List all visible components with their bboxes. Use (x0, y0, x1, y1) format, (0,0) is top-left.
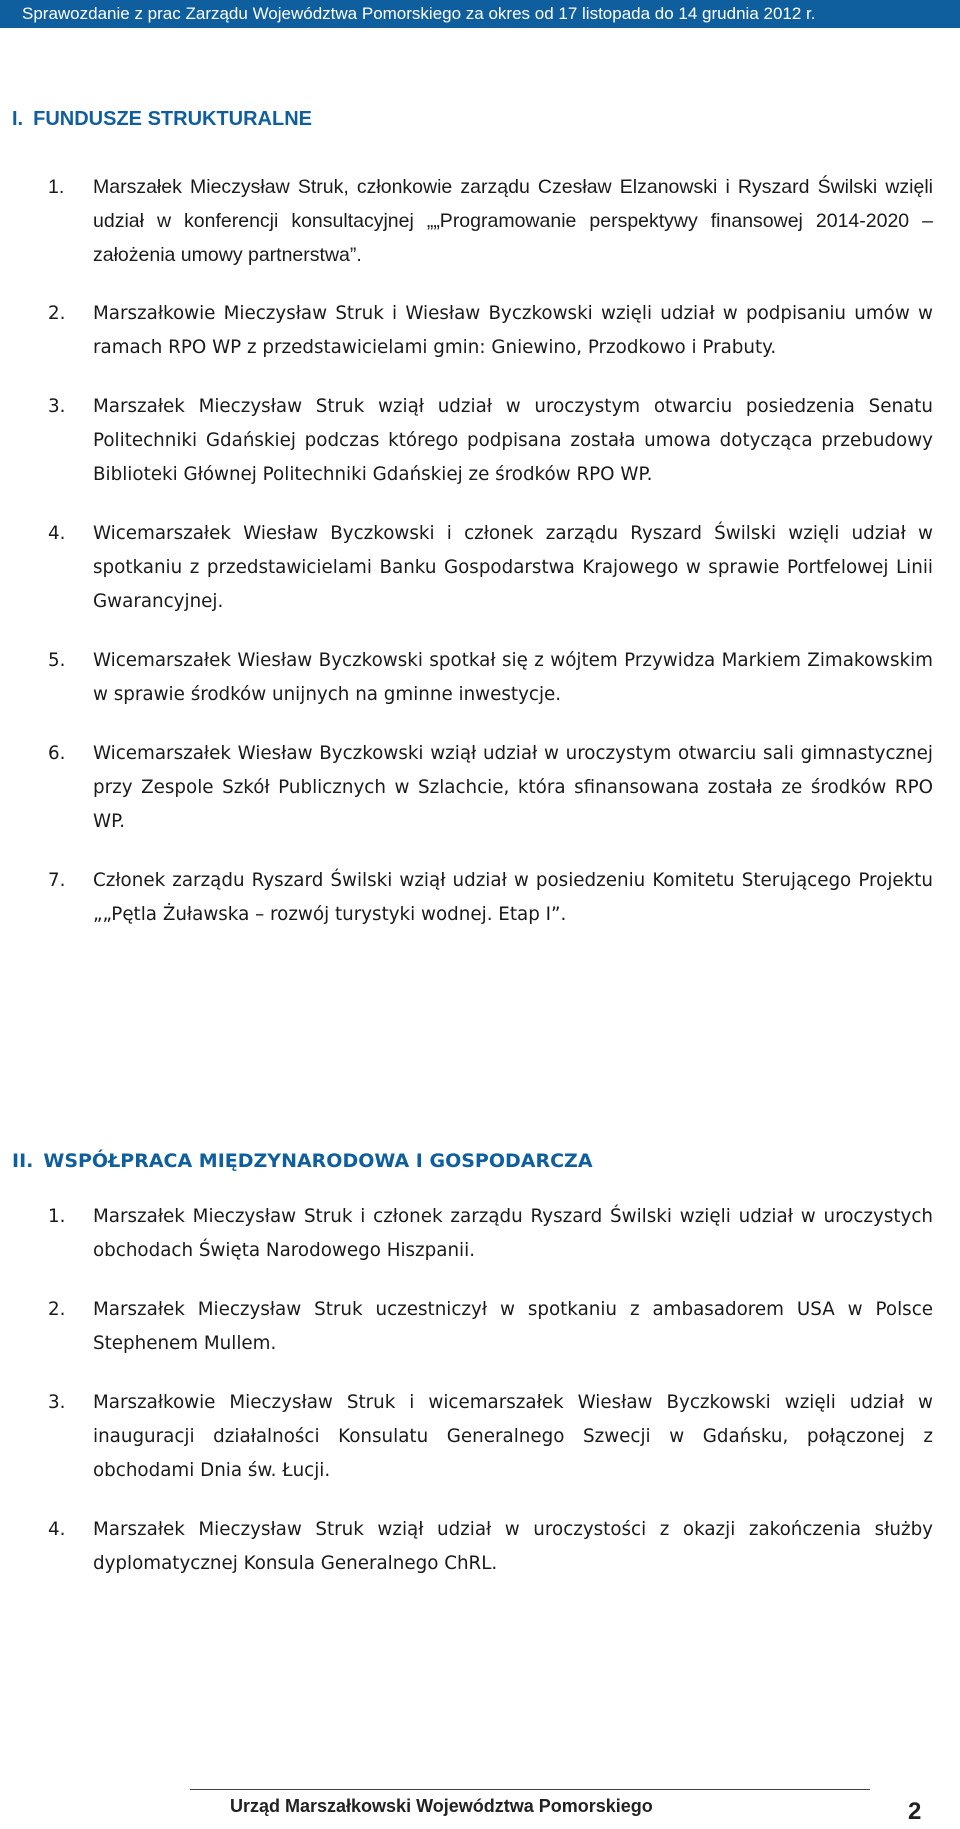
item-text: Marszałek Mieczysław Struk, członkowie zarządu Czesław Elzanowski i Ryszard Świlski wzięli udział w konferencji konsultacyjnej „„Programowanie perspektywy finansowej 2014-2020 – założenia umowy partnerstwa”. (93, 176, 933, 266)
item-text: Marszałek Mieczysław Struk wziął udział w uroczystości z okazji zakończenia służby dyplomatycznej Konsula Generalnego ChRL. (93, 1519, 933, 1574)
list-item (48, 1513, 933, 1581)
section-title: FUNDUSZE STRUKTURALNE (33, 108, 313, 130)
footer-organization: Urząd Marszałkowski Województwa Pomorskiego (230, 1796, 653, 1816)
running-header: Sprawozdanie z prac Zarządu Województwa Pomorskiego za okres od 17 listopada do 14 grudnia 2012 r. (0, 0, 960, 28)
page-number: 2 (908, 1798, 922, 1825)
list-item (48, 1386, 933, 1488)
item-number: 1. (48, 1206, 66, 1227)
item-text: Marszałek Mieczysław Struk wziął udział w uroczystym otwarciu posiedzenia Senatu Politechniki Gdańskiej podczas którego podpisana została umowa dotycząca przebudowy Biblioteki Głównej Politechniki Gdańskiej ze środków RPO WP. (93, 396, 933, 485)
structural-funds-list (48, 170, 933, 957)
item-number: 5. (48, 650, 66, 671)
item-text: Marszałkowie Mieczysław Struk i wicemarszałek Wiesław Byczkowski wzięli udział w inauguracji działalności Konsulatu Generalnego Szwecji w Gdańsku, połączonej z obchodami Dnia św. Łucji. (93, 1392, 933, 1481)
item-number: 4. (48, 1519, 66, 1540)
item-number: 1. (48, 176, 65, 198)
item-number: 2. (48, 1299, 66, 1320)
section-number: II. (12, 1150, 34, 1172)
item-number: 6. (48, 743, 66, 764)
list-item (48, 644, 933, 712)
section-title: WSPÓŁPRACA MIĘDZYNARODOWA I GOSPODARCZA (43, 1150, 593, 1172)
list-item (48, 1293, 933, 1361)
item-number: 3. (48, 396, 66, 417)
list-item (48, 297, 933, 365)
item-number: 3. (48, 1392, 66, 1413)
item-number: 7. (48, 870, 66, 891)
list-item (48, 1200, 933, 1268)
list-item (48, 517, 933, 619)
item-number: 2. (48, 303, 66, 324)
list-item (48, 390, 933, 492)
item-text: Marszałkowie Mieczysław Struk i Wiesław Byczkowski wzięli udział w podpisaniu umów w ramach RPO WP z przedstawicielami gmin: Gniewino, Przodkowo i Prabuty. (93, 303, 933, 358)
item-text: Marszałek Mieczysław Struk uczestniczył w spotkaniu z ambasadorem USA w Polsce Stephenem Mullem. (93, 1299, 933, 1354)
list-item (48, 864, 933, 932)
item-text: Członek zarządu Ryszard Świlski wziął udział w posiedzeniu Komitetu Sterującego Projektu „„Pętla Żuławska – rozwój turystyki wodnej. Etap I”. (93, 870, 933, 925)
section-heading-structural-funds (12, 108, 312, 131)
item-number: 4. (48, 523, 66, 544)
section-heading-international-cooperation (12, 1150, 593, 1172)
item-text: Marszałek Mieczysław Struk i członek zarządu Ryszard Świlski wzięli udział w uroczystych obchodach Święta Narodowego Hiszpanii. (93, 1206, 933, 1261)
item-text: Wicemarszałek Wiesław Byczkowski wziął udział w uroczystym otwarciu sali gimnastycznej przy Zespole Szkół Publicznych w Szlachcie, która sfinansowana została ze środków RPO WP. (93, 743, 933, 832)
footer-divider (190, 1789, 870, 1790)
international-cooperation-list (48, 1200, 933, 1606)
section-number: I. (12, 108, 24, 130)
list-item (48, 170, 933, 272)
item-text: Wicemarszałek Wiesław Byczkowski spotkał się z wójtem Przywidza Markiem Zimakowskim w sprawie środków unijnych na gminne inwestycje. (93, 650, 933, 705)
list-item (48, 737, 933, 839)
item-text: Wicemarszałek Wiesław Byczkowski i członek zarządu Ryszard Świlski wzięli udział w spotkaniu z przedstawicielami Banku Gospodarstwa Krajowego w sprawie Portfelowej Linii Gwarancyjnej. (93, 523, 933, 612)
